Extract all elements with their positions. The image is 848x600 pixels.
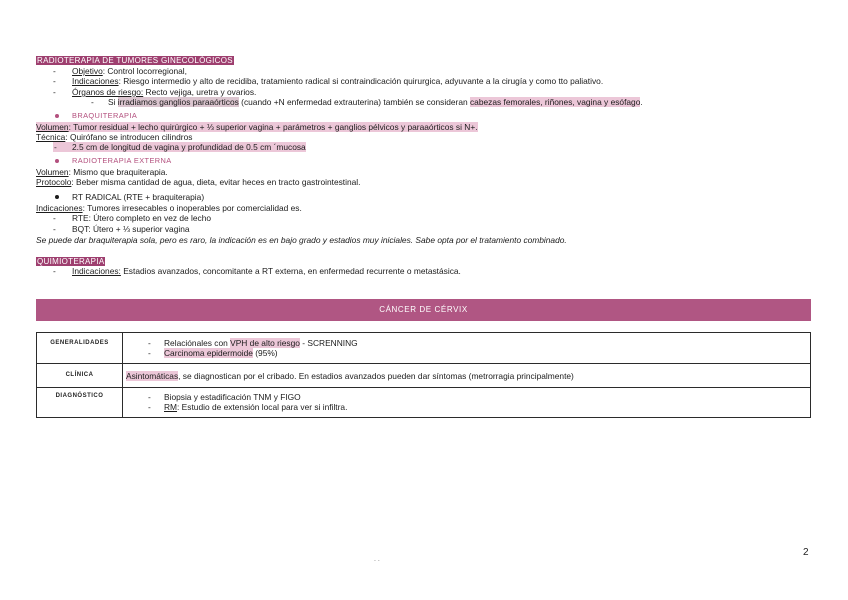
radical-title xyxy=(72,192,204,202)
dash-bullet xyxy=(148,338,151,348)
objetivo-text: : Control locorregional, xyxy=(102,66,187,76)
indicaciones-label: Indicaciones xyxy=(72,76,119,86)
cervix-table xyxy=(36,332,811,418)
vph-pre: Relaciónales con xyxy=(164,338,231,348)
indicaciones-text: : Riesgo intermedio y alto de recidiba, tratamiento radical si contraindicación quirurgica, adyuvante a la cirugía y como tto paliativo. xyxy=(118,76,604,86)
radical-title-text: RT RADICAL (RTE + braquiterapia) xyxy=(72,192,205,202)
organos-label: Órganos de riesgo: xyxy=(72,87,144,97)
clinica-label: CLÍNICA xyxy=(37,363,123,387)
indicaciones-line xyxy=(72,76,603,86)
rm-text: : Estudio de extensión local para ver si infiltra. xyxy=(177,402,348,412)
volumen-text: : Tumor residual + lecho quirúrgico + ⅓ superior vagina + parámetros + ganglios pélvicos y paraaórticos si N+. xyxy=(68,122,478,132)
generalidades-label: GENERALIDADES xyxy=(37,333,123,363)
externa-title xyxy=(72,156,172,166)
paraaorticos-line xyxy=(108,97,643,107)
clinica-text: , se diagnostican por el cribado. En estadios avanzados pueden dar síntomas (metrorragia principalmente) xyxy=(178,371,574,381)
tecnica-label: Técnica xyxy=(36,132,66,142)
volumen-text: : Mismo que braquiterapia. xyxy=(68,167,168,177)
section-header-radioterapia: RADIOTERAPIA DE TUMORES GINECOLÓGICOS xyxy=(37,56,233,65)
quimioterapia-indicaciones-line xyxy=(72,266,461,276)
clinica-highlight: Asintomáticas xyxy=(126,371,179,381)
section-header-quimioterapia: QUIMIOTERAPIA xyxy=(37,257,105,266)
dash-bullet xyxy=(91,97,94,107)
externa-title-text: RADIOTERAPIA EXTERNA xyxy=(72,156,172,165)
paraaorticos-pre: Si xyxy=(108,97,118,107)
braquiterapia-detalle-text: 2.5 cm de longitud de vagina y profundidad de 0.5 cm ´mucosa xyxy=(72,142,306,152)
objetivo-label: Objetivo xyxy=(72,66,103,76)
radical-indicaciones-line xyxy=(36,203,302,213)
organos-text: Recto vejiga, uretra y ovarios. xyxy=(143,87,257,97)
diagnostico-content xyxy=(123,387,810,417)
list-item xyxy=(123,338,810,348)
dash-bullet xyxy=(53,76,56,86)
indicaciones-label: Indicaciones xyxy=(36,203,83,213)
cancer-cervix-banner: CÁNCER DE CÉRVIX xyxy=(36,299,811,321)
list-item xyxy=(123,348,810,358)
dash-bullet xyxy=(148,348,151,358)
vph-highlight: VPH de alto riesgo xyxy=(230,338,300,348)
dash-bullet xyxy=(53,266,56,276)
dash-bullet xyxy=(53,224,56,234)
dash-bullet xyxy=(148,402,151,412)
dot-bullet xyxy=(55,195,59,199)
radical-item-text: RTE: Útero completo en vez de lecho xyxy=(72,213,212,223)
paraaorticos-post: . xyxy=(640,97,643,107)
page-number: 2 xyxy=(803,547,809,558)
volumen-label: Volumen xyxy=(36,122,69,132)
externa-volumen-line xyxy=(36,167,168,177)
objetivo-line xyxy=(72,66,187,76)
braquiterapia-volumen-line xyxy=(36,122,478,132)
biopsia-text: Biopsia y estadificación TNM y FIGO xyxy=(164,392,301,402)
indicaciones-text: Estadios avanzados, concomitante a RT externa, en enfermedad recurrente o metastásica. xyxy=(120,266,461,276)
diagnostico-label: DIAGNÓSTICO xyxy=(37,387,123,417)
dot-bullet xyxy=(55,114,59,118)
paraaorticos-highlight-2: cabezas femorales, riñones, vagina y esófago xyxy=(469,97,641,107)
organos-line xyxy=(72,87,256,97)
paraaorticos-highlight-1: irradiamos ganglios paraaórticos xyxy=(117,97,239,107)
dash-bullet xyxy=(54,142,57,152)
indicaciones-label: Indicaciones: xyxy=(72,266,121,276)
carcinoma-highlight: Carcinoma epidermoide xyxy=(164,348,253,358)
dot-bullet xyxy=(55,159,59,163)
list-item xyxy=(123,402,810,412)
paraaorticos-mid: (cuando +N enfermedad extrauterina) también se consideran xyxy=(238,97,470,107)
radical-item-rte xyxy=(72,213,211,223)
carcinoma-post: (95%) xyxy=(252,348,278,358)
protocolo-label: Protocolo xyxy=(36,177,72,187)
tecnica-text: : Quirófano se introducen cilindros xyxy=(65,132,193,142)
vph-post: - SCRENNING xyxy=(299,338,358,348)
clinica-content xyxy=(123,363,810,387)
braquiterapia-note: Se puede dar braquiterapia sola, pero es raro, la indicación es en bajo grado y estadios muy iniciales. Sabe opta por el tratamiento combinado. xyxy=(36,235,567,245)
rm-label: RM xyxy=(164,402,178,412)
list-item xyxy=(123,392,810,402)
braquiterapia-tecnica-line xyxy=(36,132,192,142)
footer-mark: . . xyxy=(374,556,380,563)
braquiterapia-detalle-line xyxy=(53,142,306,152)
radical-item-bqt xyxy=(72,224,190,234)
volumen-label: Volumen xyxy=(36,167,69,177)
externa-protocolo-line xyxy=(36,177,361,187)
dash-bullet xyxy=(53,213,56,223)
indicaciones-text: : Tumores irresecables o inoperables por comercialidad es. xyxy=(82,203,302,213)
dash-bullet xyxy=(148,392,151,402)
braquiterapia-title-text: BRAQUITERAPIA xyxy=(72,111,138,120)
protocolo-text: : Beber misma cantidad de agua, dieta, evitar heces en tracto gastrointestinal. xyxy=(71,177,361,187)
dash-bullet xyxy=(53,66,56,76)
dash-bullet xyxy=(53,87,56,97)
radical-item-text: BQT: Útero + ⅓ superior vagina xyxy=(72,224,190,234)
generalidades-content xyxy=(123,333,810,363)
braquiterapia-title xyxy=(72,111,137,121)
